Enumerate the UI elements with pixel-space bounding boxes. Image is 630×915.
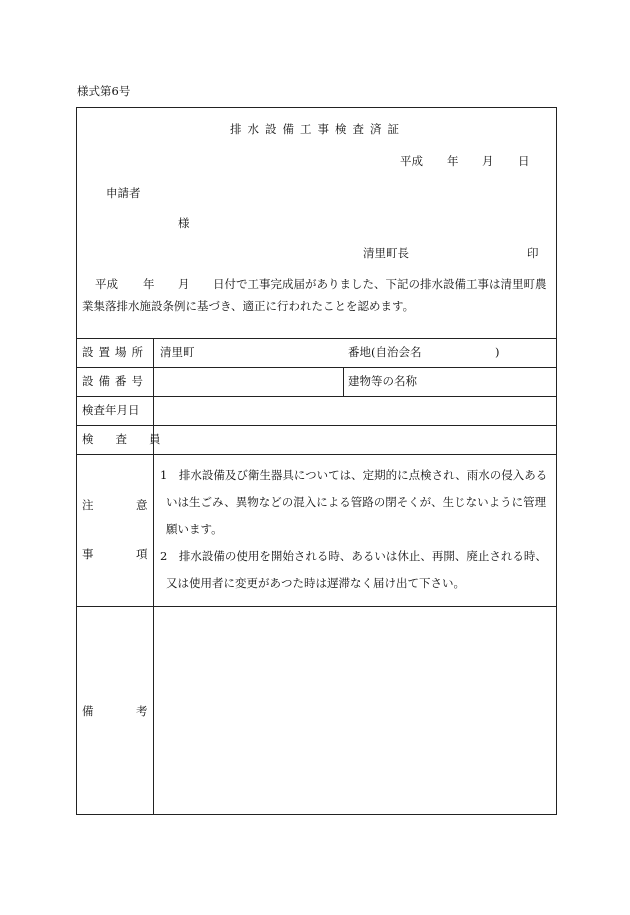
location-lot: 番地(自治会名 (348, 345, 422, 359)
form-frame (76, 107, 557, 815)
equipment-label: 設備番号 (82, 374, 148, 388)
honorific: 様 (178, 216, 190, 230)
notes-label-char: 注 (82, 498, 94, 512)
remarks-label-char: 備 (82, 704, 94, 718)
body-month: 月 (178, 277, 190, 291)
date-era: 平成 (400, 154, 423, 168)
row-divider (76, 338, 557, 339)
notes-label-char: 事 (82, 547, 94, 561)
location-label: 設置場所 (82, 345, 148, 359)
issuer: 清里町長 (363, 246, 409, 260)
location-town: 清里町 (160, 345, 195, 359)
building-name-label: 建物等の名称 (348, 374, 417, 388)
row-divider (76, 606, 557, 607)
seal-mark: 印 (527, 246, 539, 260)
remarks-label-char: 考 (136, 704, 148, 718)
applicant-label: 申請者 (106, 186, 141, 200)
body-year: 年 (143, 277, 155, 291)
note-item-1-line-1: 1 排水設備及び衛生器具については、定期的に点検され、雨水の侵入ある (160, 468, 548, 482)
date-month: 月 (482, 154, 494, 168)
row-divider (76, 454, 557, 455)
note-item-2-line-1: 2 排水設備の使用を開始される時、あるいは休止、再開、廃止される時、 (160, 549, 547, 563)
inspection-date-label: 検査年月日 (82, 403, 140, 417)
date-year: 年 (447, 154, 459, 168)
body-line1-rest: 日付で工事完成届がありました、下記の排水設備工事は清里町農 (213, 277, 547, 291)
label-column-divider (153, 338, 154, 815)
note-item-1-line-2: いは生ごみ、異物などの混入による管路の閉そくが、生じないように管理 (166, 495, 547, 509)
notes-label-char: 意 (136, 498, 148, 512)
inspector-label: 検査員 (82, 432, 183, 446)
document-title: 排水設備工事検査済証 (230, 122, 405, 136)
date-day: 日 (518, 154, 530, 168)
row-divider (76, 396, 557, 397)
body-line2: 業集落排水施設条例に基づき、適正に行われたことを認めます。 (82, 299, 415, 313)
body-era: 平成 (95, 277, 118, 291)
form-number: 様式第6号 (77, 84, 131, 98)
row-divider (76, 425, 557, 426)
equipment-cell-divider (343, 367, 344, 396)
note-item-1-line-3: 願います。 (166, 522, 223, 536)
location-close-paren: ) (495, 345, 500, 359)
note-item-2-line-2: 又は使用者に変更があつた時は遅滞なく届け出て下さい。 (166, 576, 465, 590)
row-divider (76, 367, 557, 368)
notes-label-char: 項 (136, 547, 148, 561)
